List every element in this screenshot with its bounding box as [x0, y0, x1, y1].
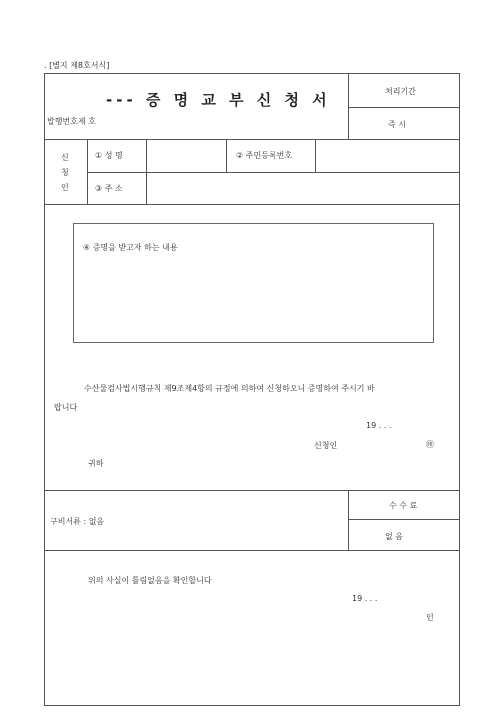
processing-period-value: 즉 시	[388, 120, 406, 129]
applicant-label-3: 인	[61, 183, 69, 192]
addressee: 귀하	[88, 459, 104, 468]
applicant-label-1: 신	[61, 153, 69, 162]
confirmation-date: 19 . . .	[352, 594, 378, 603]
form-title: --- 증 명 교 부 신 청 서	[106, 91, 331, 109]
request-content-label: ④ 증명을 받고자 하는 내용	[83, 243, 178, 252]
applicant-sign-label: 신청인	[314, 441, 338, 450]
address-label: ③ 주 소	[95, 184, 123, 193]
processing-period-label: 처리기간	[385, 87, 416, 96]
issue-number-label: 발행번호제 호	[47, 117, 96, 126]
seal-mark: ㊞	[426, 440, 434, 449]
confirmation-sign: 인	[426, 613, 434, 622]
confirmation-text: 위의 사실이 틀림없음을 확인합니다	[88, 576, 212, 585]
required-documents: 구비서류 : 없음	[50, 517, 105, 526]
fee-label: 수 수 료	[389, 501, 418, 510]
request-content-box[interactable]	[73, 223, 434, 343]
fee-value: 없 음	[385, 532, 403, 541]
statement-line-1: 수산물검사법시행규칙 제9조제4항의 규정에 의하여 신청하오니 증명하여 주시기 바	[84, 384, 375, 393]
statement-line-2: 랍니다	[54, 403, 78, 412]
resident-number-field[interactable]	[320, 150, 456, 164]
form-number-note: . [별지 제8호서식]	[44, 61, 110, 70]
resident-number-label: ② 주민등록번호	[236, 151, 293, 160]
name-label: ① 성 명	[95, 151, 123, 160]
name-field[interactable]	[152, 150, 222, 164]
address-field[interactable]	[152, 183, 452, 197]
application-date: 19 . . .	[366, 421, 392, 430]
applicant-label-2: 청	[61, 168, 69, 177]
